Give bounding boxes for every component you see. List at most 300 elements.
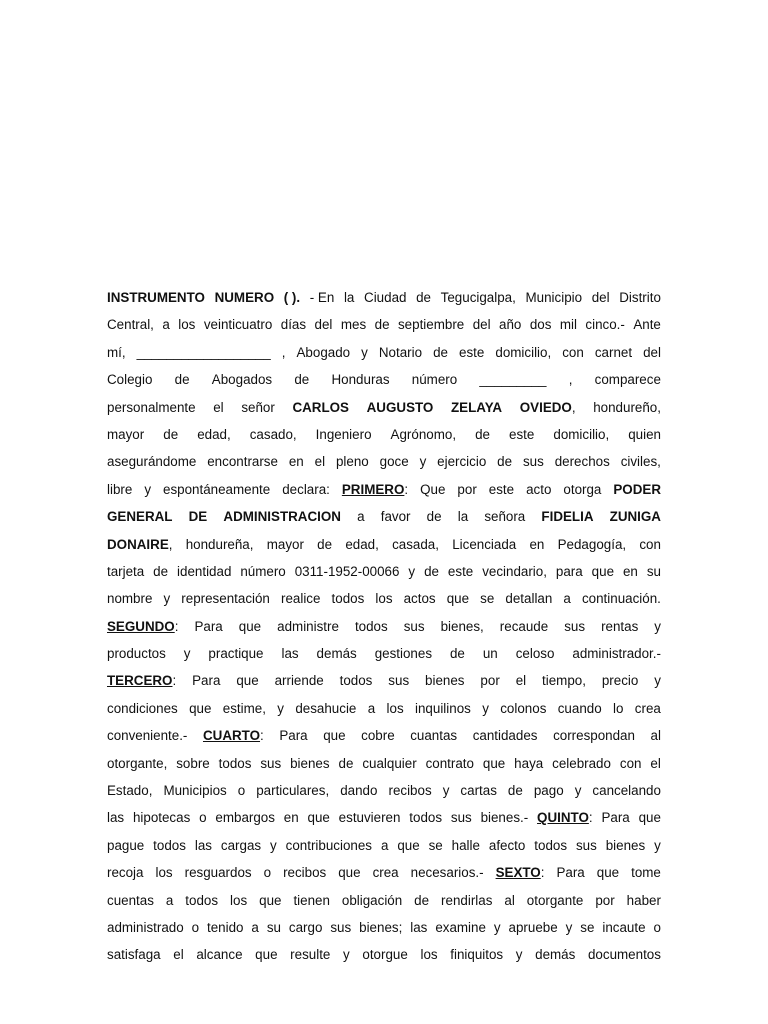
- word-group: [451, 394, 502, 421]
- word-group: [283, 859, 326, 886]
- word: el: [213, 399, 224, 415]
- word-group: [284, 804, 299, 831]
- text-line: [107, 777, 661, 804]
- word: y: [183, 646, 191, 662]
- word-group: [163, 476, 270, 503]
- bold-word: INSTRUMENTO: [107, 290, 205, 305]
- word: Municipios: [163, 783, 227, 799]
- word-group: [195, 832, 212, 859]
- word-group: [564, 613, 585, 640]
- word: el: [173, 947, 184, 963]
- word-group: [207, 448, 278, 475]
- word-group: [410, 914, 427, 941]
- word-group: [619, 284, 661, 311]
- clause-heading: TERCERO: [107, 673, 173, 689]
- word-group: [534, 777, 564, 804]
- word: a: [165, 892, 174, 908]
- word-group: [208, 640, 263, 667]
- word: que: [255, 947, 278, 963]
- word: asegurándome: [107, 454, 197, 470]
- word: casada,: [392, 536, 439, 552]
- word: el: [515, 673, 527, 689]
- word: todos: [354, 618, 388, 634]
- word: continuación.: [581, 591, 661, 607]
- text-line: [107, 695, 661, 722]
- word-group: [460, 777, 496, 804]
- word-group: [457, 476, 476, 503]
- word-group: [602, 667, 638, 694]
- word-group: [107, 887, 154, 914]
- word: - En: [309, 290, 335, 305]
- word-group: [295, 695, 356, 722]
- word: encontrarse: [207, 454, 278, 470]
- word: Para: [601, 810, 630, 826]
- word: sobre: [176, 755, 210, 771]
- word-group: [279, 722, 307, 749]
- word-group: [290, 750, 329, 777]
- word-group: [133, 804, 190, 831]
- word: libre: [107, 481, 133, 497]
- word-group: [575, 777, 582, 804]
- word: Estado,: [107, 783, 153, 799]
- word: cantidades: [472, 728, 538, 744]
- word: Honduras: [331, 372, 390, 388]
- word: tiempo,: [542, 673, 586, 689]
- word: y: [408, 563, 416, 579]
- word: cancelando: [592, 783, 661, 799]
- word-group: [435, 914, 486, 941]
- word-group: [221, 832, 261, 859]
- word: contribuciones: [285, 837, 373, 853]
- word: dando: [340, 783, 378, 799]
- word-group: [601, 613, 638, 640]
- word-group: [342, 887, 402, 914]
- word-group: [343, 941, 350, 968]
- word-group: [277, 613, 339, 640]
- word-group: [219, 750, 252, 777]
- word-group: [107, 394, 196, 421]
- word-group: [483, 750, 505, 777]
- word: a: [251, 919, 259, 935]
- word: con: [639, 536, 661, 552]
- word-group: [489, 832, 525, 859]
- word-group: [526, 284, 583, 311]
- word-group: [295, 558, 400, 585]
- word-group: [558, 695, 602, 722]
- text-line: [107, 585, 661, 612]
- word-group: [420, 476, 445, 503]
- word-group: [597, 859, 619, 886]
- word: carnet: [594, 344, 633, 360]
- word: administrador.-: [572, 646, 661, 662]
- word: días: [280, 317, 307, 333]
- word-group: [316, 421, 372, 448]
- word: declara:: [282, 481, 330, 497]
- word: colonos: [500, 700, 547, 716]
- word-group: [107, 667, 176, 694]
- word-group: [137, 339, 271, 366]
- word: inquilinos: [415, 700, 471, 716]
- word-group: [558, 531, 627, 558]
- word-group: [534, 832, 567, 859]
- word: conveniente.-: [107, 728, 188, 744]
- word-group: [212, 366, 272, 393]
- word-group: [107, 832, 144, 859]
- word: cargas: [220, 837, 262, 853]
- word: acto: [526, 481, 552, 497]
- word: tarjeta: [107, 563, 145, 579]
- word-group: [308, 804, 330, 831]
- word: a: [162, 317, 170, 333]
- word: contrato: [425, 755, 474, 771]
- word-group: [473, 722, 538, 749]
- word-group: [412, 366, 457, 393]
- word-group: [499, 311, 521, 338]
- word-group: [602, 914, 645, 941]
- word-group: [639, 531, 661, 558]
- word-group: [331, 366, 389, 393]
- word-group: [654, 667, 661, 694]
- word: su: [266, 919, 281, 935]
- word: cargo: [288, 919, 323, 935]
- word-group: [107, 448, 196, 475]
- word: a: [357, 509, 365, 525]
- word: y: [419, 454, 427, 470]
- word-group: [355, 613, 388, 640]
- word-group: [388, 667, 409, 694]
- word-group: [364, 284, 406, 311]
- word: afecto: [488, 837, 526, 853]
- word-group: [259, 887, 281, 914]
- word: embargos: [215, 810, 275, 826]
- word: bienes: [290, 755, 330, 771]
- word-group: [459, 339, 484, 366]
- word-group: [289, 914, 323, 941]
- word: celebrado: [552, 755, 611, 771]
- word-group: [192, 914, 199, 941]
- word-group: [420, 941, 437, 968]
- word: otorgue: [362, 947, 408, 963]
- word-group: [516, 941, 523, 968]
- word-group: [416, 284, 431, 311]
- word-group: [392, 531, 439, 558]
- word-group: [516, 640, 555, 667]
- word: los: [420, 947, 438, 963]
- text-line: [107, 914, 661, 941]
- word: y: [654, 673, 661, 689]
- word-group: [569, 366, 573, 393]
- word-group: [473, 311, 491, 338]
- word: :: [260, 728, 264, 744]
- word: Colegio: [107, 372, 153, 388]
- word-group: [441, 887, 492, 914]
- word-group: [286, 832, 372, 859]
- word-group: [373, 859, 399, 886]
- word: demás: [316, 646, 357, 662]
- word-group: [414, 887, 429, 914]
- word-group: [541, 503, 593, 530]
- word-group: [483, 640, 498, 667]
- word: examine: [435, 919, 486, 935]
- word-group: [553, 421, 609, 448]
- text-line: [107, 804, 661, 831]
- word-group: [315, 311, 333, 338]
- word-group: [173, 941, 183, 968]
- text-line: [107, 558, 661, 585]
- word: realice: [280, 591, 321, 607]
- word-group: [339, 750, 354, 777]
- word: necesarios.-: [410, 865, 484, 881]
- word-group: [375, 585, 392, 612]
- text-line: [107, 339, 661, 366]
- word: en: [529, 536, 545, 552]
- word: y: [343, 947, 350, 963]
- word: ,: [281, 344, 286, 360]
- word-group: [595, 339, 632, 366]
- word-group: [592, 777, 661, 804]
- word: a: [563, 591, 571, 607]
- word: número: [411, 372, 458, 388]
- word: cobre: [361, 728, 395, 744]
- word: pleno: [335, 454, 369, 470]
- word-group: [294, 366, 309, 393]
- word: tenido: [207, 919, 244, 935]
- word-group: [162, 311, 169, 338]
- word: de: [317, 536, 333, 552]
- word-group: [175, 366, 190, 393]
- word-group: [562, 339, 584, 366]
- word-group: [107, 503, 172, 530]
- word-group: [361, 339, 368, 366]
- word-group: [107, 531, 172, 558]
- word-group: [107, 476, 132, 503]
- word-group: [484, 503, 525, 530]
- word-group: [653, 914, 660, 941]
- word-group: [267, 531, 304, 558]
- word: rendirlas: [441, 892, 493, 908]
- word: y: [442, 783, 450, 799]
- word: con: [619, 755, 642, 771]
- word-group: [107, 585, 152, 612]
- word-group: [264, 859, 271, 886]
- word-group: [427, 503, 442, 530]
- word-group: [535, 941, 575, 968]
- word-group: [317, 531, 332, 558]
- word: que: [307, 810, 330, 826]
- word: o: [191, 919, 200, 935]
- word-group: [340, 667, 373, 694]
- word-group: [580, 914, 594, 941]
- word-group: [332, 585, 365, 612]
- word: y: [515, 947, 523, 963]
- bold-word: OVIEDO: [519, 399, 572, 415]
- word-group: [556, 558, 583, 585]
- clause-heading: CUARTO: [202, 728, 261, 744]
- word: y: [277, 700, 284, 716]
- word: todos: [331, 591, 365, 607]
- word: cinco.-: [585, 317, 625, 333]
- word-group: [375, 311, 390, 338]
- word-group: [344, 284, 354, 311]
- word-group: [452, 832, 480, 859]
- word-group: [213, 394, 223, 421]
- word-group: [526, 476, 551, 503]
- instrument-body-text: [107, 284, 661, 969]
- bold-word: GENERAL: [107, 509, 173, 525]
- word: domicilio,: [553, 426, 610, 442]
- word-group: [315, 448, 325, 475]
- word-group: [451, 804, 472, 831]
- word: goce: [379, 454, 409, 470]
- word: bienes.-: [480, 810, 529, 826]
- word-group: [585, 311, 624, 338]
- word: :: [540, 865, 545, 881]
- word: cuando: [557, 700, 602, 716]
- text-line: [107, 284, 661, 311]
- word: de: [374, 317, 390, 333]
- word: bienes;: [359, 919, 403, 935]
- word-group: [530, 311, 552, 338]
- text-line: [107, 366, 661, 393]
- word: señor: [241, 399, 275, 415]
- word: Central,: [107, 317, 154, 333]
- word-group: [199, 804, 206, 831]
- word: otorgante,: [107, 755, 168, 771]
- word: detallan: [505, 591, 553, 607]
- word-group: [107, 722, 187, 749]
- word: estime,: [222, 700, 266, 716]
- word-group: [621, 448, 661, 475]
- word-group: [651, 722, 661, 749]
- word: quien: [628, 426, 661, 442]
- word: Ante: [633, 317, 661, 333]
- word: recibos: [283, 865, 327, 881]
- word: los: [230, 892, 248, 908]
- word: que: [397, 837, 420, 853]
- clause-heading: QUINTO: [537, 810, 589, 826]
- word-group: [542, 667, 586, 694]
- word: ejercicio: [437, 454, 487, 470]
- word-group: [341, 311, 366, 338]
- word: derechos: [554, 454, 610, 470]
- text-line: [107, 941, 661, 968]
- word-group: [495, 339, 551, 366]
- word: y: [361, 344, 368, 360]
- word-group: [520, 394, 576, 421]
- word-group: [107, 941, 161, 968]
- word: que: [323, 728, 346, 744]
- word-group: [404, 585, 436, 612]
- word-group: [623, 558, 638, 585]
- text-line: [107, 859, 661, 886]
- word: de: [174, 372, 190, 388]
- word-group: [388, 777, 431, 804]
- word: del: [314, 317, 333, 333]
- word-group: [443, 777, 450, 804]
- word-group: [282, 476, 330, 503]
- word: a: [380, 837, 389, 853]
- word-group: [509, 421, 534, 448]
- word: :: [174, 618, 179, 634]
- word: bienes,: [440, 618, 484, 634]
- bold-word: ZUNIGA: [609, 509, 661, 525]
- word: se: [428, 837, 443, 853]
- word: su: [646, 563, 661, 579]
- word: sus: [403, 618, 425, 634]
- word-group: [153, 558, 168, 585]
- word: Agrónomo,: [390, 426, 457, 442]
- word-group: [650, 750, 660, 777]
- word-group: [481, 804, 529, 831]
- word-group: [379, 339, 422, 366]
- word: tienen: [293, 892, 330, 908]
- word-group: [613, 695, 623, 722]
- word: condiciones: [107, 700, 178, 716]
- word: que: [591, 563, 615, 579]
- word-group: [293, 887, 329, 914]
- word: nombre: [107, 591, 153, 607]
- word: un: [482, 646, 498, 662]
- word-group: [576, 832, 597, 859]
- word-group: [192, 667, 220, 694]
- bold-word: DONAIRE: [107, 536, 169, 552]
- word-group: [496, 859, 545, 886]
- word-group: [107, 777, 152, 804]
- word-group: [643, 339, 661, 366]
- word: documentos: [587, 947, 661, 963]
- word: que: [338, 865, 361, 881]
- word: de: [507, 783, 523, 799]
- word-group: [194, 613, 222, 640]
- word-group: [408, 558, 415, 585]
- word: este: [447, 563, 474, 579]
- word: actos: [403, 591, 436, 607]
- word: año: [499, 317, 522, 333]
- word-group: [289, 448, 304, 475]
- word: tome: [631, 865, 661, 881]
- word: lo: [613, 700, 624, 716]
- word-group: [290, 941, 330, 968]
- word: o: [653, 919, 661, 935]
- word-group: [505, 585, 552, 612]
- word-group: [627, 887, 661, 914]
- word: Ciudad: [364, 290, 407, 305]
- word-group: [398, 311, 464, 338]
- word: de: [416, 290, 432, 305]
- word: las: [281, 646, 299, 662]
- word: se: [580, 919, 595, 935]
- word: crea: [372, 865, 399, 881]
- word-group: [537, 804, 593, 831]
- word-group: [223, 695, 266, 722]
- word: edad,: [345, 536, 379, 552]
- word: crea: [634, 700, 661, 716]
- word: sus: [450, 810, 472, 826]
- word: Ingeniero: [315, 426, 372, 442]
- word-group: [482, 695, 489, 722]
- word: para: [555, 563, 583, 579]
- word-group: [107, 695, 178, 722]
- word: las: [410, 919, 428, 935]
- word: y: [493, 919, 501, 935]
- word: cartas: [460, 783, 497, 799]
- word: Abogado: [296, 344, 351, 360]
- text-line: [107, 667, 661, 694]
- word: todos: [409, 810, 443, 826]
- bold-word: ( ).: [283, 290, 301, 305]
- word: veinticuatro: [203, 317, 273, 333]
- word: Municipio: [525, 290, 583, 305]
